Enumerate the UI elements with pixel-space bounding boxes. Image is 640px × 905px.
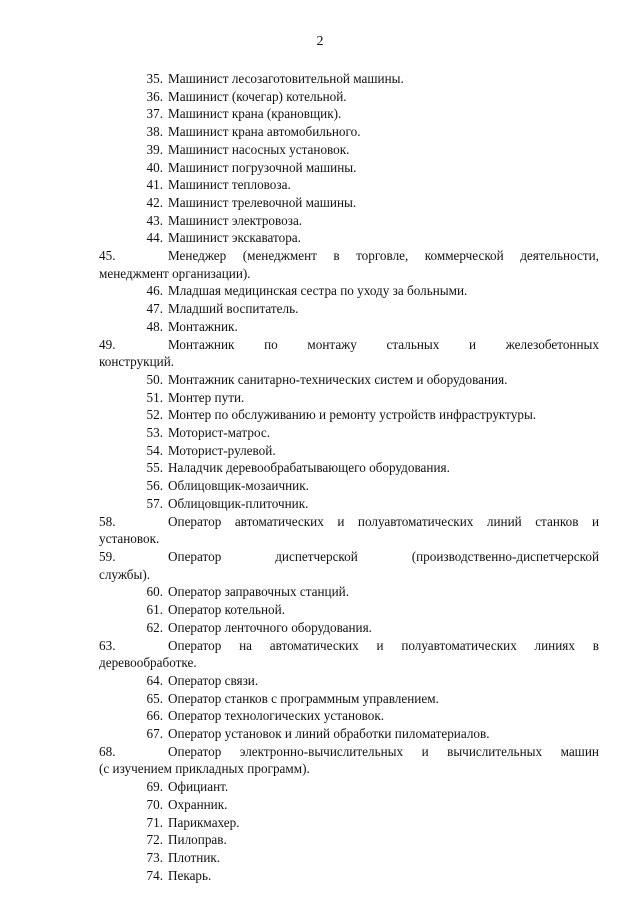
list-item-line — [99, 406, 599, 424]
list-item-number: 73. — [146, 849, 163, 865]
list-item-text: Оператор станков с программным управлением. — [168, 690, 439, 706]
list-item-continuation: (с изучением прикладных программ). — [99, 761, 310, 777]
list-item-line — [99, 601, 599, 619]
list-item-line — [99, 389, 599, 407]
list-item — [99, 406, 599, 424]
list-item — [99, 513, 599, 548]
list-item-number: 58. — [99, 513, 116, 529]
list-item-line — [99, 849, 599, 867]
list-item-number: 62. — [146, 619, 163, 635]
list-item — [99, 672, 599, 690]
list-item — [99, 212, 599, 230]
list-item-number: 66. — [146, 708, 163, 724]
list-item-number: 41. — [146, 177, 163, 193]
list-item-text: Охранник. — [168, 796, 228, 812]
list-item-line — [99, 707, 599, 725]
list-item-line — [99, 637, 599, 655]
list-item-line — [99, 867, 599, 885]
list-item — [99, 459, 599, 477]
list-item — [99, 159, 599, 177]
list-item-number: 63. — [99, 637, 116, 653]
list-item — [99, 336, 599, 371]
list-item-line — [99, 300, 599, 318]
list-item-text: Монтер по обслуживанию и ремонту устройств инфраструктуры. — [168, 407, 537, 423]
list-item-number: 36. — [146, 88, 163, 104]
list-item-text: Машинист насосных установок. — [168, 141, 350, 157]
list-item-text: Оператор связи. — [168, 672, 259, 688]
list-item-line — [99, 495, 599, 513]
list-item-text: Машинист трелевочной машины. — [168, 194, 357, 210]
list-item — [99, 796, 599, 814]
list-item — [99, 495, 599, 513]
list-item-text: Оператор на автоматических и полуавтоматических линиях в — [168, 637, 599, 653]
list-item-number: 69. — [146, 779, 163, 795]
list-item-line — [99, 743, 599, 761]
list-item-text: Облицовщик-мозаичник. — [168, 478, 309, 494]
list-item-text: Оператор ленточного оборудования. — [168, 619, 372, 635]
list-item — [99, 123, 599, 141]
list-item-number: 53. — [146, 425, 163, 441]
list-item-text: Машинист экскаватора. — [168, 230, 301, 246]
list-item-number: 57. — [146, 495, 163, 511]
list-item — [99, 778, 599, 796]
list-item-line — [99, 583, 599, 601]
list-item-number: 38. — [146, 124, 163, 140]
list-item — [99, 707, 599, 725]
list-item-number: 55. — [146, 460, 163, 476]
list-item-continuation: конструкций. — [99, 354, 175, 370]
list-item-number: 71. — [146, 814, 163, 830]
list-item-number: 54. — [146, 442, 163, 458]
list-item — [99, 849, 599, 867]
list-item — [99, 424, 599, 442]
list-item-number: 49. — [99, 336, 116, 352]
list-item-number: 68. — [99, 743, 116, 759]
list-item-number: 65. — [146, 690, 163, 706]
list-item-text: Плотник. — [168, 849, 221, 865]
list-item-line — [99, 513, 599, 531]
list-item — [99, 583, 599, 601]
list-item — [99, 867, 599, 885]
list-item-number: 48. — [146, 318, 163, 334]
list-item-line — [99, 371, 599, 389]
list-item-text: Пекарь. — [168, 867, 212, 883]
list-item — [99, 619, 599, 637]
list-item-number: 35. — [146, 71, 163, 86]
list-item-text: Машинист электровоза. — [168, 212, 303, 228]
list-item-line — [99, 247, 599, 265]
list-item-line — [99, 690, 599, 708]
list-item-text: Машинист (кочегар) котельной. — [168, 88, 347, 104]
list-item-number: 44. — [146, 230, 163, 246]
list-item-number: 39. — [146, 141, 163, 157]
list-item-line — [99, 176, 599, 194]
list-item — [99, 194, 599, 212]
list-item-line — [99, 548, 599, 566]
list-item — [99, 389, 599, 407]
list-item-number: 67. — [146, 726, 163, 742]
list-item-number: 51. — [146, 389, 163, 405]
list-item-line — [99, 159, 599, 177]
list-item-line — [99, 194, 599, 212]
list-item-text: Машинист крана (крановщик). — [168, 106, 342, 122]
list-item-text: Оператор котельной. — [168, 602, 285, 618]
list-item-continuation: установок. — [99, 531, 160, 547]
list-item-text: Младший воспитатель. — [168, 301, 299, 317]
list-item-text: Монтажник. — [168, 318, 238, 334]
list-item — [99, 141, 599, 159]
list-item-line — [99, 814, 599, 832]
list-item-text: Облицовщик-плиточник. — [168, 495, 309, 511]
list-item-number: 46. — [146, 283, 163, 299]
list-item-text: Машинист погрузочной машины. — [168, 159, 357, 175]
list-item-number: 43. — [146, 212, 163, 228]
list-item-line — [99, 70, 599, 88]
list-item-number: 37. — [146, 106, 163, 122]
list-item-number: 70. — [146, 796, 163, 812]
list-item-line — [99, 336, 599, 354]
list-item-text: Моторист-рулевой. — [168, 442, 276, 458]
list-item-text: Менеджер (менеджмент в торговле, коммерческой деятельности, — [168, 248, 599, 264]
list-item — [99, 70, 599, 88]
list-item-text: Моторист-матрос. — [168, 425, 271, 441]
list-item — [99, 229, 599, 247]
list-item-text: Парикмахер. — [168, 814, 240, 830]
list-item-number: 47. — [146, 301, 163, 317]
list-item-line — [99, 831, 599, 849]
list-item — [99, 814, 599, 832]
list-item — [99, 88, 599, 106]
list-item-text: Монтажник санитарно-технических систем и оборудования. — [168, 371, 508, 387]
list-item — [99, 105, 599, 123]
list-item — [99, 176, 599, 194]
list-item — [99, 601, 599, 619]
list-item-continuation: менеджмент организации). — [99, 265, 251, 281]
list-item-line — [99, 229, 599, 247]
list-item-continuation: деревообработке. — [99, 655, 197, 671]
list-item-line — [99, 123, 599, 141]
list-item-text: Официант. — [168, 779, 229, 795]
list-item-text: Оператор автоматических и полуавтоматических линий станков и — [168, 513, 599, 529]
list-item — [99, 743, 599, 778]
list-item-line — [99, 477, 599, 495]
list-item — [99, 371, 599, 389]
list-item-number: 45. — [99, 248, 116, 264]
list-item-line — [99, 318, 599, 336]
list-item-text: Пилоправ. — [168, 832, 227, 848]
list-item — [99, 725, 599, 743]
list-item-text: Оператор электронно-вычислительных и вычислительных машин — [168, 743, 599, 759]
list-item-number: 59. — [99, 548, 116, 564]
list-item — [99, 831, 599, 849]
list-item — [99, 282, 599, 300]
list-item-text: Монтер пути. — [168, 389, 245, 405]
list-item-text: Машинист тепловоза. — [168, 177, 291, 193]
list-item-text: Наладчик деревообрабатывающего оборудования. — [168, 460, 450, 476]
list-item-text: Машинист лесозаготовительной машины. — [168, 71, 404, 86]
list-item-number: 60. — [146, 584, 163, 600]
list-item-line — [99, 725, 599, 743]
list-item-text: Оператор заправочных станций. — [168, 584, 349, 600]
list-item-text: Машинист крана автомобильного. — [168, 124, 361, 140]
list-item-line — [99, 212, 599, 230]
list-item-line — [99, 459, 599, 477]
list-item-line — [99, 105, 599, 123]
list-item-number: 72. — [146, 832, 163, 848]
list-item — [99, 318, 599, 336]
list-item-number: 50. — [146, 371, 163, 387]
list-item-continuation: службы). — [99, 566, 151, 582]
list-item-line — [99, 619, 599, 637]
list-item-number: 40. — [146, 159, 163, 175]
list-item — [99, 300, 599, 318]
list-item-number: 52. — [146, 407, 163, 423]
list-item-line — [99, 796, 599, 814]
profession-list — [99, 70, 599, 884]
page-number: 2 — [316, 34, 324, 49]
list-item-text: Оператор технологических установок. — [168, 708, 385, 724]
list-item — [99, 442, 599, 460]
list-item-line — [99, 442, 599, 460]
list-item — [99, 637, 599, 672]
list-item-text: Оператор диспетчерской (производственно-диспетчерской — [168, 548, 599, 564]
list-item-number: 74. — [146, 867, 163, 883]
list-item-line — [99, 424, 599, 442]
list-item — [99, 247, 599, 282]
list-item-text: Монтажник по монтажу стальных и железобетонных — [168, 336, 599, 352]
list-item-text: Оператор установок и линий обработки пиломатериалов. — [168, 726, 490, 742]
list-item-number: 42. — [146, 194, 163, 210]
list-item-line — [99, 778, 599, 796]
list-item — [99, 548, 599, 583]
list-item-text: Младшая медицинская сестра по уходу за больными. — [168, 283, 468, 299]
list-item-line — [99, 282, 599, 300]
list-item-line — [99, 88, 599, 106]
list-item-line — [99, 141, 599, 159]
list-item-number: 61. — [146, 602, 163, 618]
list-item-number: 64. — [146, 672, 163, 688]
list-item-number: 56. — [146, 478, 163, 494]
list-item — [99, 477, 599, 495]
list-item-line — [99, 672, 599, 690]
list-item — [99, 690, 599, 708]
